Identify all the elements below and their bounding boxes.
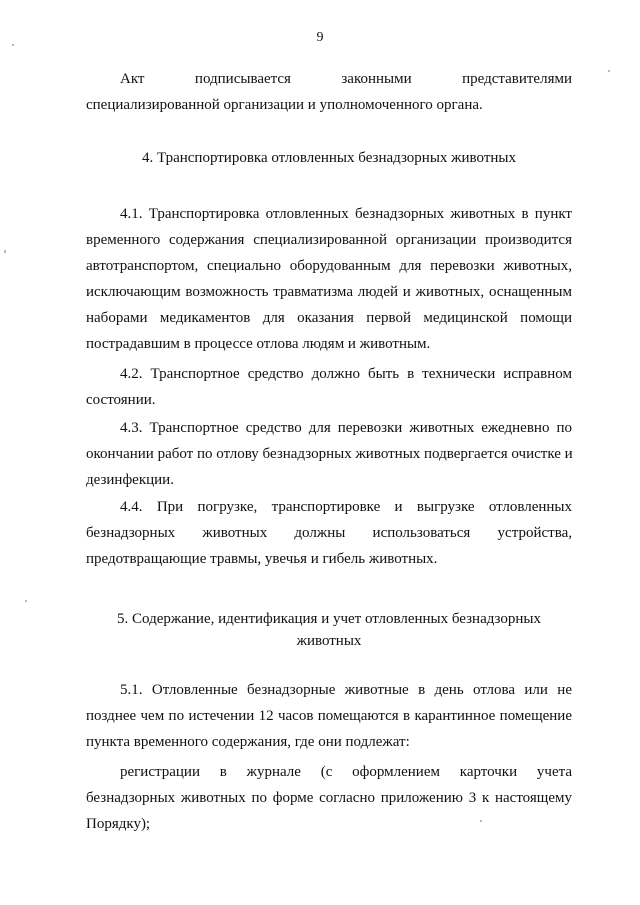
text-line: 4.1. Транспортировка отловленных безнадзорных животных в пункт bbox=[120, 206, 572, 222]
page-number: 9 bbox=[316, 30, 324, 45]
text-line: безнадзорных животных по форме согласно приложению 3 к настоящему bbox=[86, 790, 572, 806]
heading-line: животных bbox=[296, 633, 362, 649]
text-line: предотвращающие травмы, увечья и гибель животных. bbox=[86, 551, 438, 567]
text-line: исключающим возможность травматизма людей и животных, оснащенным bbox=[86, 284, 572, 300]
paragraph-4-3 bbox=[86, 415, 572, 493]
scan-speck bbox=[480, 820, 482, 822]
paragraph-5-1 bbox=[86, 677, 572, 755]
section-4-heading: 4. Транспортировка отловленных безнадзорных животных bbox=[141, 150, 516, 166]
text-line: автотранспортом, специально оборудованным для перевозки животных, bbox=[86, 258, 572, 274]
scan-speck bbox=[4, 250, 6, 253]
text-line: 4.4. При погрузке, транспортировке и выгрузке отловленных bbox=[120, 499, 572, 515]
text-line: 4.2. Транспортное средство должно быть в технически исправном bbox=[120, 366, 572, 382]
scan-speck bbox=[608, 70, 610, 72]
text-line: пункта временного содержания, где они подлежат: bbox=[86, 734, 410, 750]
scan-speck bbox=[12, 44, 14, 46]
text-line: пострадавшим в процессе отлова людям и животным. bbox=[86, 336, 431, 352]
text-line: позднее чем по истечении 12 часов помещаются в карантинное помещение bbox=[86, 708, 572, 724]
text-line: специализированной организации и уполномоченного органа. bbox=[86, 97, 483, 113]
registration-item bbox=[86, 759, 572, 837]
heading-line: 5. Содержание, идентификация и учет отловленных безнадзорных bbox=[117, 611, 541, 627]
section-5-heading bbox=[86, 608, 572, 652]
text-line: регистрации в журнале (с оформлением карточки учета bbox=[120, 764, 572, 780]
text-line: временного содержания специализированной организации производится bbox=[86, 232, 572, 248]
paragraph-4-2 bbox=[86, 361, 572, 413]
text-line: состоянии. bbox=[86, 392, 156, 408]
intro-paragraph bbox=[86, 66, 572, 118]
text-line: окончании работ по отлову безнадзорных животных подвергается очистке и bbox=[86, 446, 573, 462]
text-line: наборами медикаментов для оказания первой медицинской помощи bbox=[86, 310, 572, 326]
scan-speck bbox=[25, 600, 27, 602]
paragraph-4-4 bbox=[86, 494, 572, 572]
text-line: 4.3. Транспортное средство для перевозки животных ежедневно по bbox=[120, 420, 572, 436]
text-line: Акт подписывается законными представителями bbox=[120, 71, 572, 87]
text-line: безнадзорных животных должны использоваться устройства, bbox=[86, 525, 572, 541]
paragraph-4-1 bbox=[86, 201, 572, 357]
text-line: Порядку); bbox=[86, 816, 151, 832]
text-line: 5.1. Отловленные безнадзорные животные в день отлова или не bbox=[120, 682, 572, 698]
text-line: дезинфекции. bbox=[86, 472, 174, 488]
